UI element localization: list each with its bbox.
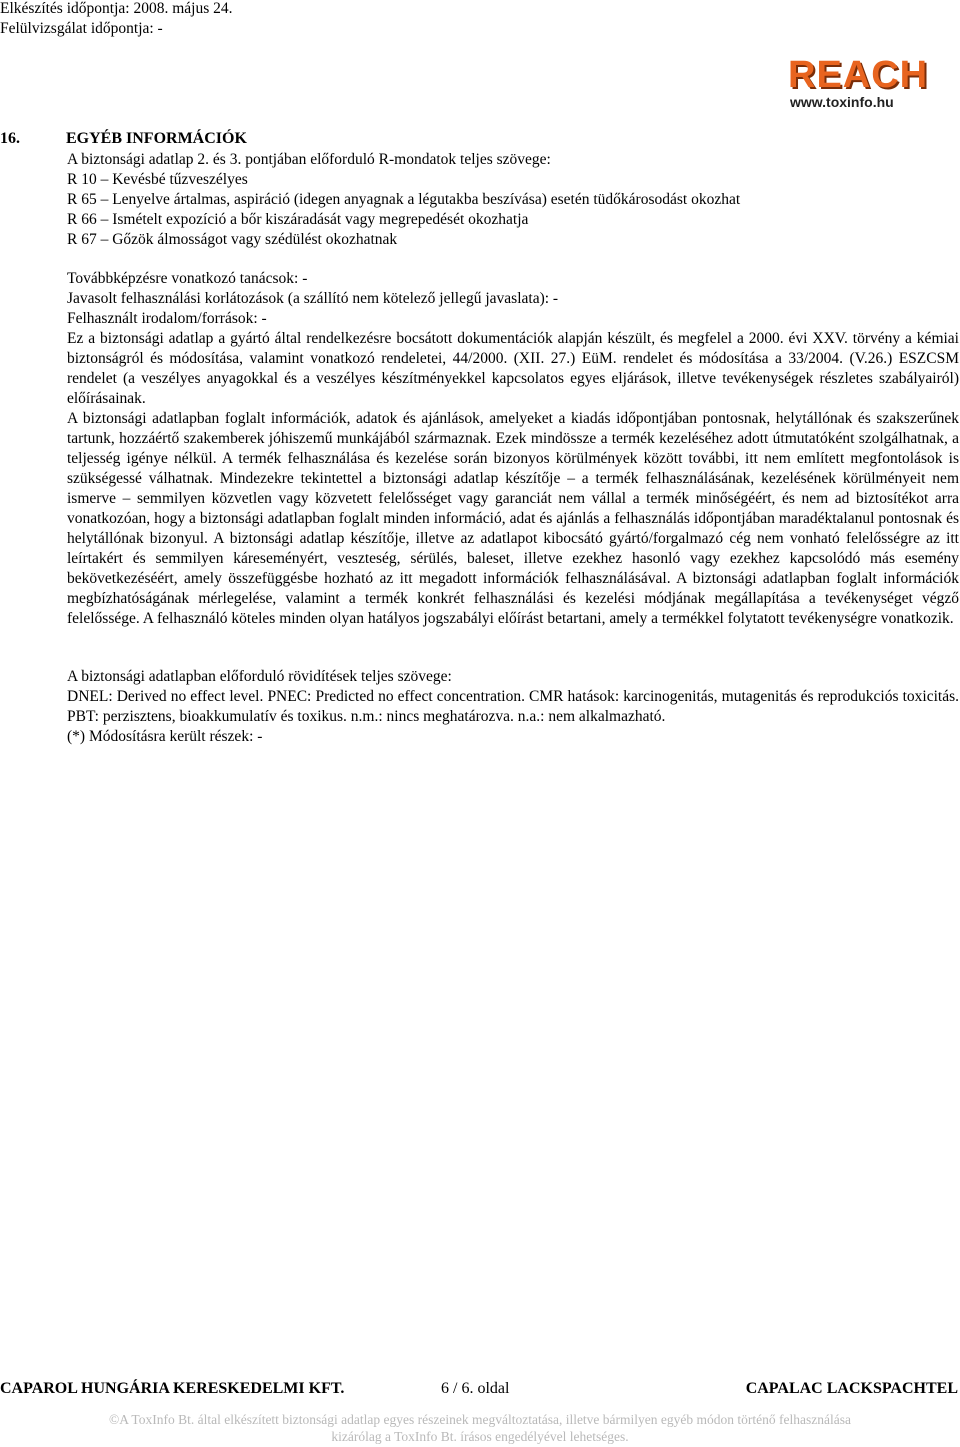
section-number: 16.: [0, 130, 20, 147]
abbreviations-block: [67, 667, 959, 747]
copyright-line: ©A ToxInfo Bt. által elkészített biztonsági adatlap egyes részeinek megváltoztatása, illetve bármilyen egyéb módon történő felhasználása: [109, 1412, 851, 1427]
section-heading: [0, 130, 247, 148]
footer-product: CAPALAC LACKSPACHTEL: [745, 1380, 958, 1397]
r-phrase-item: R 66 – Ismételt expozíció a bőr kiszáradását vagy megrepedését okozhatja: [67, 211, 529, 228]
reach-logo-word: REACH: [788, 54, 929, 96]
page-footer: [0, 1380, 960, 1400]
r-phrase-item: R 67 – Gőzök álmosságot vagy szédülést okozhatnak: [67, 231, 398, 248]
toxinfo-url: www.toxinfo.hu: [790, 94, 894, 110]
training-advice: Továbbképzésre vonatkozó tanácsok: -: [67, 270, 308, 287]
other-info-block: [67, 269, 959, 629]
reach-logo: [788, 56, 960, 110]
review-date: Felülvizsgálat időpontja: -: [0, 20, 163, 37]
legal-paragraph: Ez a biztonsági adatlap a gyártó által rendelkezésre bocsátott dokumentációk alapján készült, és megfelel a 2000. évi XXV. törvény a kémiai biztonságról és módosítása, valamint vonatkozó rendeletei, 44/2000. (XII. 27.) EüM. rendelet és módosítása a 33/2004. (V.26.) ESZCSM rendelet (a veszélyes anyagokkal és a veszélyes készítményekkel kapcsolatos egyes eljárások, illetve tevékenységek részletes szabályairól) előírásainak.: [67, 330, 959, 407]
modified-parts: (*) Módosításra került részek: -: [67, 728, 263, 745]
literature-sources: Felhasznált irodalom/források: -: [67, 310, 267, 327]
r-phrases-block: [67, 150, 959, 250]
creation-date: Elkészítés időpontja: 2008. május 24.: [0, 0, 233, 17]
r-phrase-item: R 65 – Lenyelve ártalmas, aspiráció (idegen anyagnak a légutakba beszívása) esetén tüdőkárosodást okozhat: [67, 191, 741, 208]
copyright-line: kizárólag a ToxInfo Bt. írásos engedélyével lehetséges.: [331, 1429, 629, 1444]
abbreviations-intro: A biztonsági adatlapban előforduló rövidítések teljes szövege:: [67, 668, 452, 685]
r-phrase-item: R 10 – Kevésbé tűzveszélyes: [67, 171, 248, 188]
r-phrases-intro: A biztonsági adatlap 2. és 3. pontjában előforduló R-mondatok teljes szövege:: [67, 151, 551, 168]
footer-company: CAPAROL HUNGÁRIA KERESKEDELMI KFT.: [0, 1380, 345, 1397]
disclaimer-paragraph: A biztonsági adatlapban foglalt információk, adatok és ajánlások, amelyeket a kiadás időpontjában pontosnak, helytállónak és szakszerűnek tartunk, hozzáértő szakemberek jóhiszemű munkájából származnak. Ezek mindössze a termék kezeléséhez adott útmutatóként szolgálhatnak, a teljesség igénye nélkül. A termék felhasználása és kezelése során bizonyos körülmények között további, itt nem említett megfontolások is szükségessé válhatnak. Mindezekre tekintettel a biztonsági adatlap készítője – a termék felhasználásának, kezelésének körülményeit nem ismerve – semmilyen közvetlen vagy közvetett felelősséget vagy garanciát nem vállal a termék minőségéért, és nem ad biztosítékot arra vonatkozóan, hogy a biztonsági adatlapban foglalt minden információ, adat és ajánlás a felhasználás időpontjában maradéktalanul pontosnak és helytállónak bizonyul. A biztonsági adatlap készítője, illetve az adatlapot kibocsátó gyártó/forgalmazó cég nem vonható felelősségre az itt leírtakért és semmilyen káreseményért, veszteség, sérülés, baleset, illetve ezekhez hasonló vagy ezekhez kapcsolódó más esemény bekövetkezéséért, amely összefüggésbe hozható az itt megadott információk felhasználásával. A biztonsági adatlapban foglalt információk megbízhatóságának mérlegelése, valamint a termék konkrét felhasználási és kezelési módjának megállapítása a tevékenységet végző felelőssége. A felhasználó köteles minden olyan hatályos jogszabályi előírást betartani, amely a termékkel folytatott tevékenységre vonatkozik.: [67, 410, 959, 627]
section-title: EGYÉB INFORMÁCIÓK: [66, 130, 247, 147]
footer-page-number: 6 / 6. oldal: [441, 1380, 510, 1397]
use-restrictions: Javasolt felhasználási korlátozások (a szállító nem kötelező jellegű javaslata): -: [67, 290, 559, 307]
copyright-notice: [0, 1411, 960, 1445]
abbreviations-text: DNEL: Derived no effect level. PNEC: Predicted no effect concentration. CMR hatások: karcinogenitás, mutagenitás és reprodukciós toxicitás. PBT: perzisztens, bioakkumulatív és toxikus. n.m.: nincs meghatározva. n.a.: nem alkalmazható.: [67, 688, 959, 725]
